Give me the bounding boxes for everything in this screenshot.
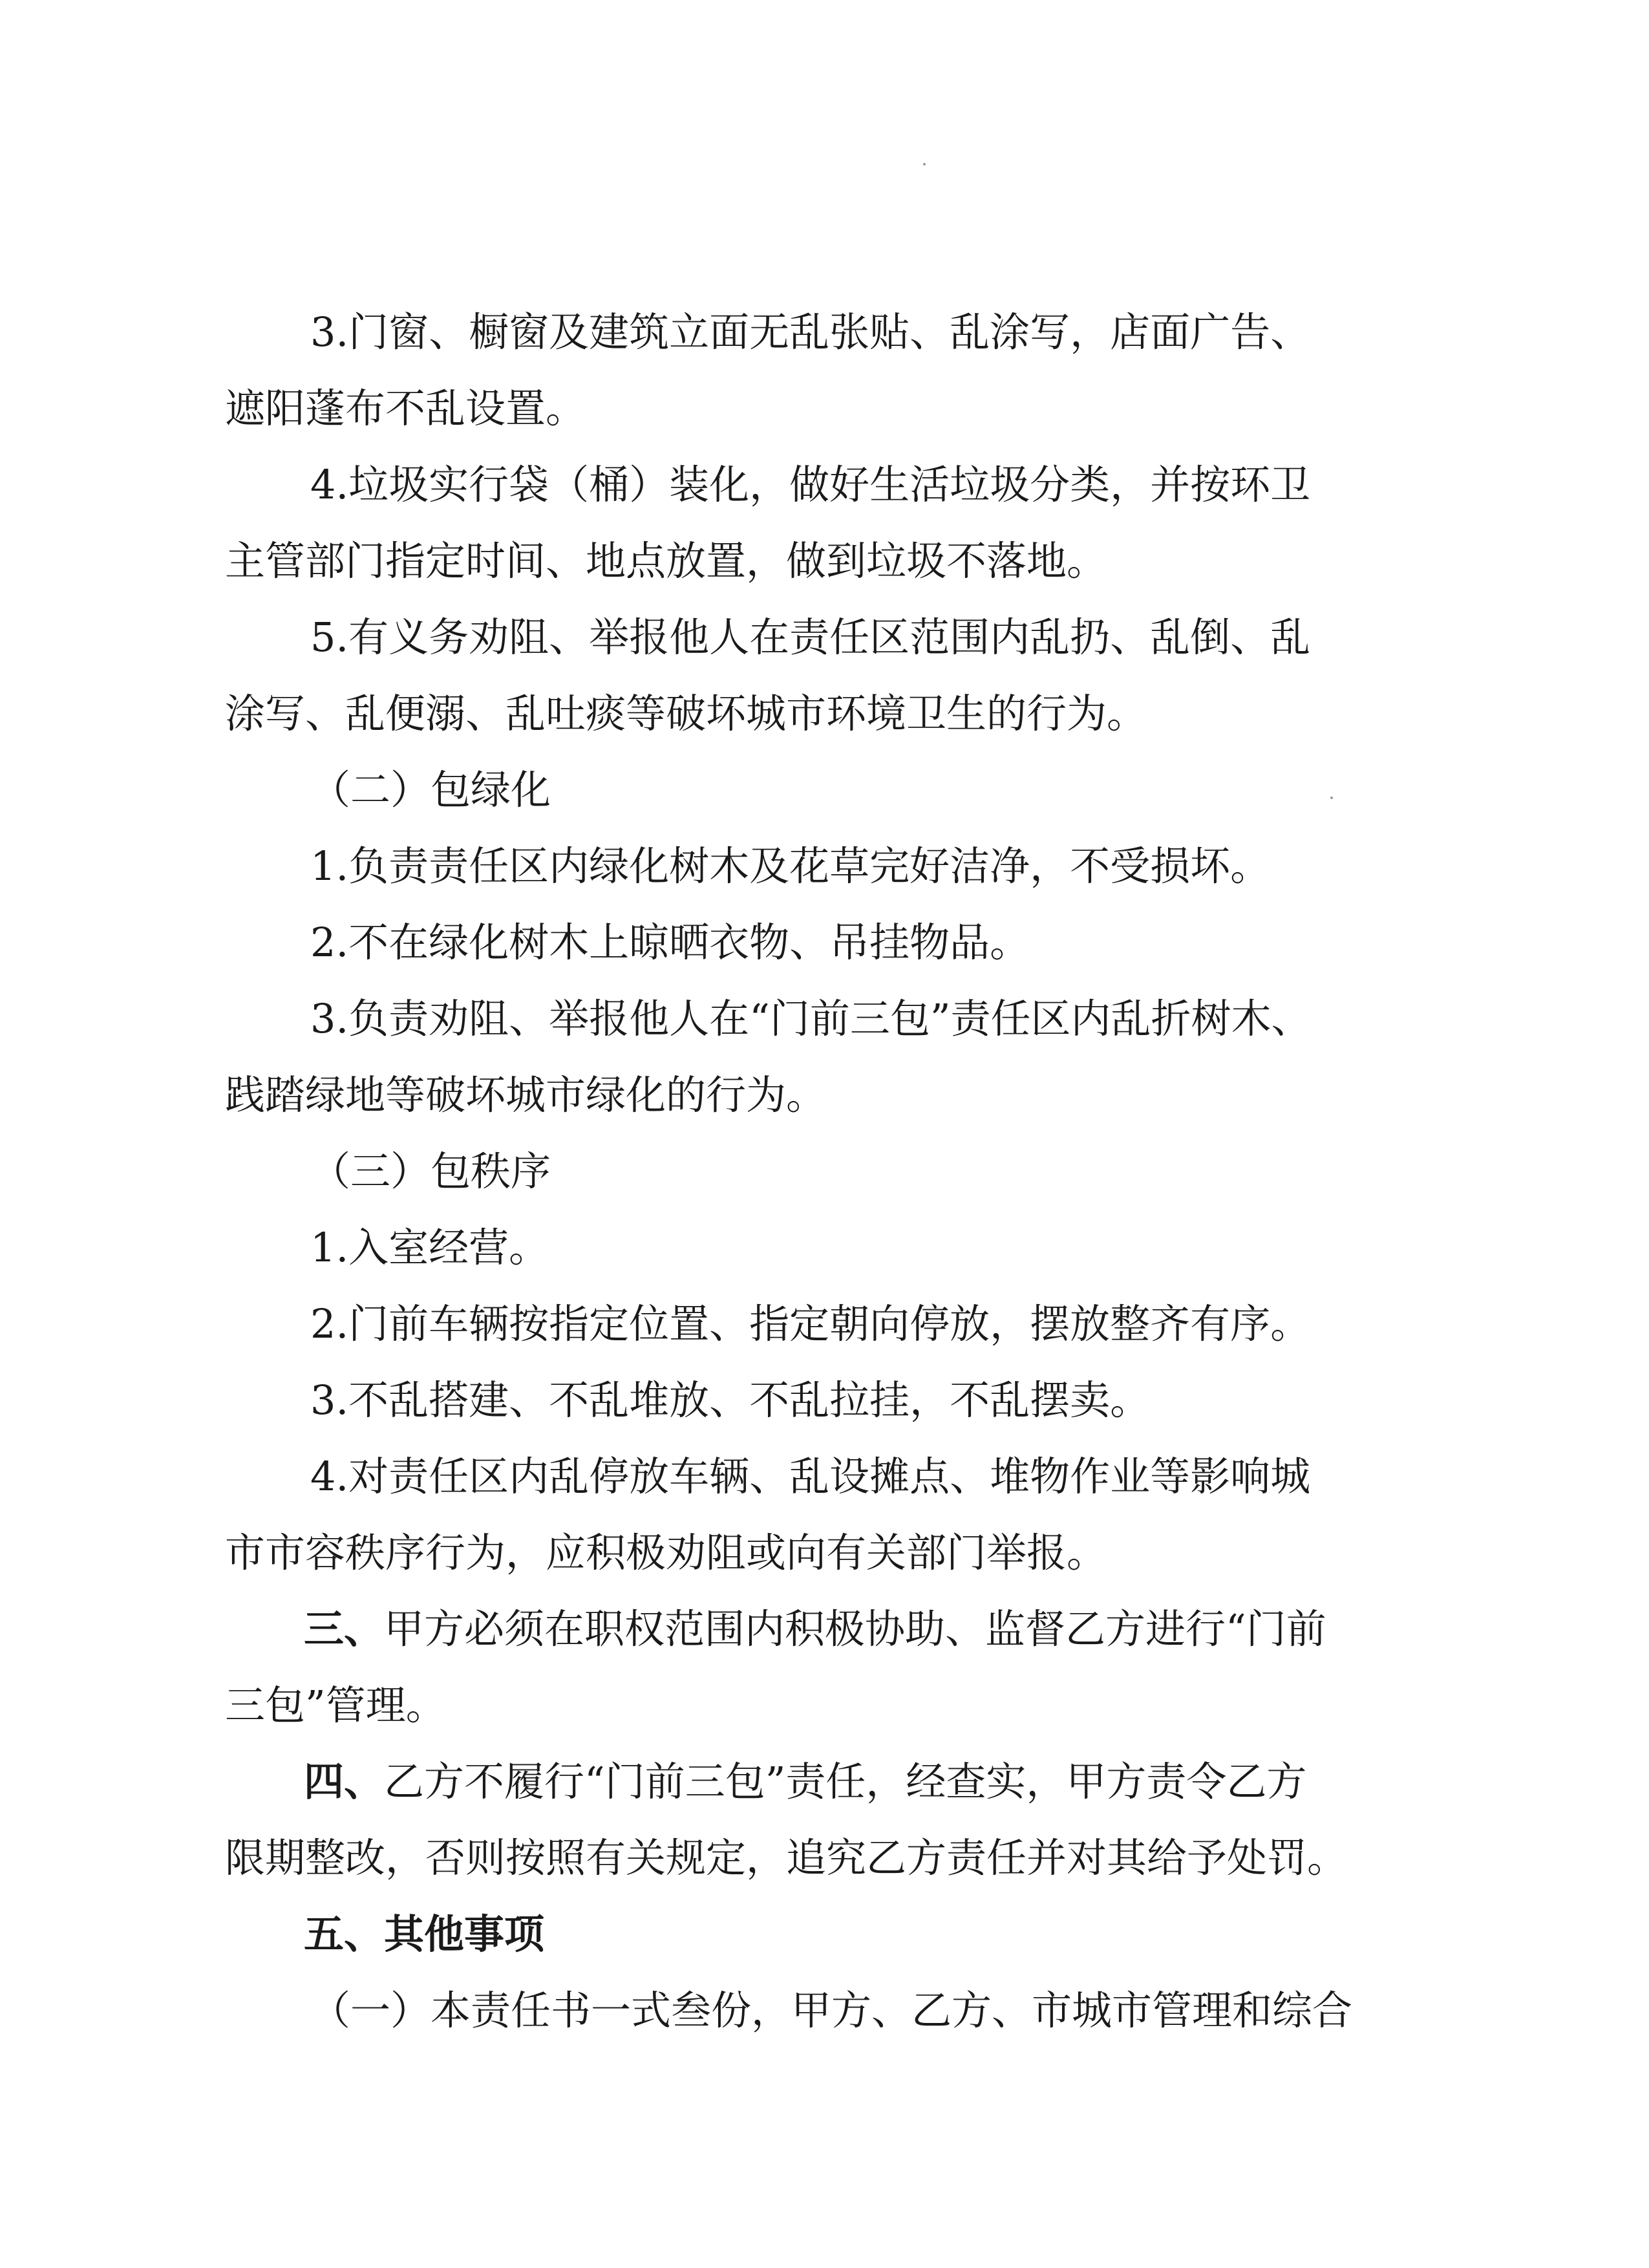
text-line: （一）本责任书一式叁份，甲方、乙方、市城市管理和综合 — [310, 1987, 1353, 2034]
text-line: 限期整改，否则按照有关规定，追究乙方责任并对其给予处罚。 — [225, 1834, 1348, 1881]
text-line: 涂写、乱便溺、乱吐痰等破坏城市环境卫生的行为。 — [225, 690, 1147, 737]
text-line: 主管部门指定时间、地点放置，做到垃圾不落地。 — [225, 537, 1107, 584]
text-line: 3.门窗、橱窗及建筑立面无乱张贴、乱涂写，店面广告、 — [310, 308, 1311, 356]
text-line: 市市容秩序行为，应积极劝阻或向有关部门举报。 — [225, 1529, 1107, 1576]
text-line: 3.负责劝阻、举报他人在“门前三包”责任区内乱折树木、 — [310, 995, 1312, 1042]
scan-speck — [1330, 797, 1333, 799]
section-heading: （三）包秩序 — [310, 1148, 551, 1195]
text-line: 践踏绿地等破坏城市绿化的行为。 — [225, 1071, 827, 1118]
text-line: 1.入室经营。 — [310, 1224, 549, 1271]
clause-text: 甲方必须在职权范围内积极协助、监督乙方进行“门前 — [384, 1605, 1326, 1653]
text-line: 4.对责任区内乱停放车辆、乱设摊点、堆物作业等影响城 — [310, 1453, 1311, 1500]
clause-line — [304, 1756, 1306, 1808]
clause-line — [304, 1603, 1326, 1655]
text-line: 1.负责责任区内绿化树木及花草完好洁净，不受损坏。 — [310, 842, 1271, 890]
section-heading: 五、其他事项 — [304, 1910, 545, 1958]
text-line: 3.不乱搭建、不乱堆放、不乱拉挂，不乱摆卖。 — [310, 1376, 1151, 1424]
text-line: 2.门前车辆按指定位置、指定朝向停放，摆放整齐有序。 — [310, 1300, 1311, 1347]
clause-number: 三、 — [304, 1605, 385, 1653]
text-line: 三包”管理。 — [225, 1682, 446, 1729]
clause-number: 四、 — [304, 1758, 385, 1805]
text-line: 4.垃圾实行袋（桶）装化，做好生活垃圾分类，并按环卫 — [310, 461, 1311, 508]
text-line: 5.有义务劝阻、举报他人在责任区范围内乱扔、乱倒、乱 — [310, 614, 1311, 661]
text-line: 2.不在绿化树木上晾晒衣物、吊挂物品。 — [310, 919, 1030, 966]
scan-speck — [923, 163, 926, 166]
text-line: 遮阳蓬布不乱设置。 — [225, 385, 586, 432]
section-heading: （二）包绿化 — [310, 766, 551, 813]
clause-text: 乙方不履行“门前三包”责任，经查实，甲方责令乙方 — [384, 1758, 1307, 1805]
